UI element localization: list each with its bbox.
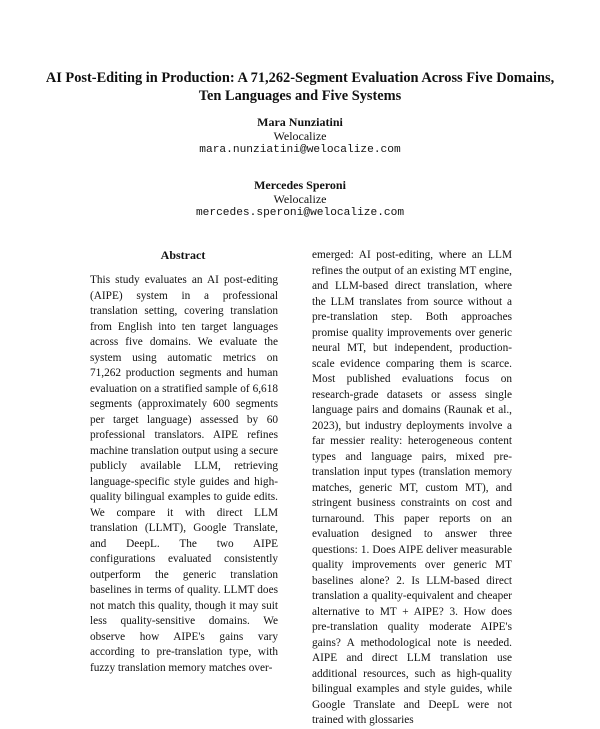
author-name: Mara Nunziatini	[257, 115, 343, 129]
author-block	[100, 115, 500, 157]
paper-title: AI Post-Editing in Production: A 71,262-Segment Evaluation Across Five Domains, Ten Languages and Five Systems	[45, 70, 555, 104]
intro-text: emerged: AI post-editing, where an LLM refines the output of an existing MT engine, and LLM-based direct translation, where the LLM translates from source without a pre-translation step. Both approaches promise quality improvements over generic neural MT, but independent, production-scale evidence comparing them is scarce. Most published evaluations focus on research-grade datasets or assess single language pairs and domains (Raunak et al., 2023), but industry deployments involve a far messier reality: heterogeneous content types and language pairs, mixed pre-translation input types (translation memory matches, generic MT, custom MT), and stringent business constraints on cost and turnaround. This paper reports on an evaluation designed to answer three questions: 1. Does AIPE deliver measurable quality improvements over generic MT baselines alone? 2. Is LLM-based direct translation a quality-equivalent and cheaper alternative to MT + AIPE? 3. How does pre-translation quality moderate AIPE's gains? A methodological note is needed. AIPE and direct LLM translation use additional resources, such as high-quality bilingual examples and style guides, while Google Translate and DeepL were not trained with glossaries	[312, 249, 512, 726]
author-email: mercedes.speroni@welocalize.com	[195, 207, 405, 219]
author-name: Mercedes Speroni	[254, 178, 346, 192]
abstract-text: This study evaluates an AI post-editing (AIPE) system in a professional translation setting, covering translation from English into ten target languages across five domains. We evaluate the system using automatic metrics on 71,262 production segments and human evaluation on a stratified sample of 6,618 segments (approximately 600 segments per target language) assessed by 60 professional translators. AIPE refines machine translation output using a secure publicly available LLM, retrieving language-specific style guides and high-quality bilingual examples to guide edits. We compare it with direct LLM translation (LLMT), Google Translate, and DeepL. The two AIPE configurations evaluated consistently outperform the generic translation baselines in terms of quality. LLMT does not match this quality, though it may suit less quality-sensitive domains. We observe how AIPE's gains vary according to pre-translation type, with fuzzy translation memory matches over-	[90, 274, 278, 674]
author-block	[100, 178, 500, 220]
author-affiliation: Welocalize	[273, 129, 327, 143]
author-email: mara.nunziatini@welocalize.com	[199, 144, 401, 156]
author-affiliation: Welocalize	[273, 192, 327, 206]
abstract-heading: Abstract	[160, 248, 206, 262]
